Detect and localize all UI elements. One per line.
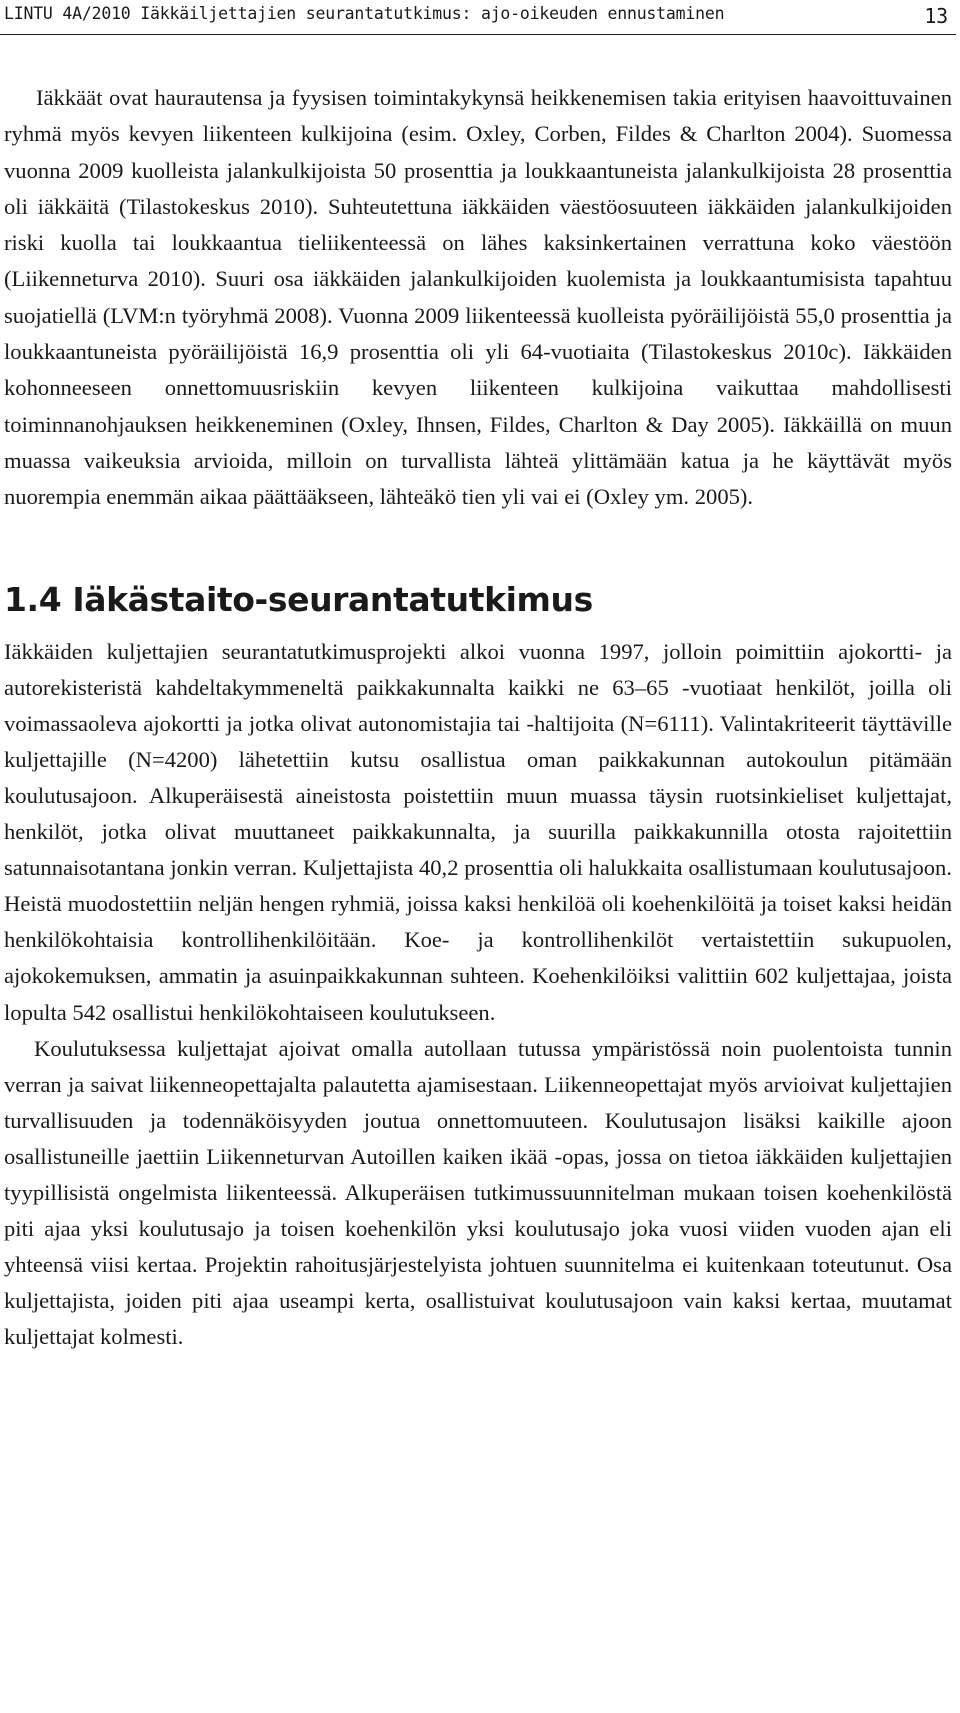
intro-paragraph: Iäkkäät ovat haurautensa ja fyysisen toimintakykynsä heikkenemisen takia erityisen haavoittuvainen ryhmä myös kevyen liikenteen kulkijoina (esim. Oxley, Corben, Fildes & Charlton 2004). Suomessa vuonna 2009 kuolleista jalankulkijoista 50 prosenttia ja loukkaantuneista jalankulkijoista 28 prosenttia oli iäkkäitä (Tilastokeskus 2010). Suhteutettuna iäkkäiden väestöosuuteen iäkkäiden jalankulkijoiden riski kuolla tai loukkaantua tieliikenteessä on lähes kaksinkertainen verrattuna koko väestöön (Liikenneturva 2010). Suuri osa iäkkäiden jalankulkijoiden kuolemista ja loukkaantumisista tapahtuu suojatiellä (LVM:n työryhmä 2008). Vuonna 2009 liikenteessä kuolleista pyöräilijöistä 55,0 prosenttia ja loukkaantuneista pyöräilijöistä 16,9 prosenttia oli yli 64-vuotiaita (Tilastokeskus 2010c). Iäkkäiden kohonneeseen onnettomuusriskiin kevyen liikenteen kulkijoina vaikuttaa mahdollisesti toiminnanohjauksen heikkeneminen (Oxley, Ihnsen, Fildes, Charlton & Day 2005). Iäkkäillä on muun muassa vaikeuksia arvioida, milloin on turvallista lähteä ylittämään katua ja he käyttävät myös nuorempia enemmän aikaa päättääkseen, lähteäkö tien yli vai ei (Oxley ym. 2005). <box>4 85 952 510</box>
section-paragraph-2: Koulutuksessa kuljettajat ajoivat omalla autollaan tutussa ympäristössä noin puolentoista tunnin verran ja saivat liikenneopettajalta palautetta ajamisestaan. Liikenneopettajat myös arvioivat kuljettajien turvallisuuden ja todennäköisyyden joutua onnettomuuteen. Koulutusajon lisäksi kaikille ajoon osallistuneille jaettiin Liikenneturvan Autoillen kaiken ikää -opas, jossa on tietoa iäkkäiden kuljettajien tyypillisistä ongelmista liikenteessä. Alkuperäisen tutkimussuunnitelman mukaan toisen koehenkilöstä piti ajaa yksi koulutusajo ja toisen koehenkilön yksi koulutusajo joka vuosi viiden vuoden ajan eli yhteensä viisi kertaa. Projektin rahoitusjärjestelyista johtuen suunnitelma ei kuitenkaan toteutunut. Osa kuljettajista, joiden piti ajaa useampi kerta, osallistuivat koulutusajoon vain kaksi kertaa, muutamat kuljettajat kolmesti. <box>4 1035 952 1350</box>
running-header <box>0 0 956 35</box>
section-heading: 1.4 Iäkästaito-seurantatutkimus <box>4 579 593 619</box>
section-paragraph-1: Iäkkäiden kuljettajien seurantatutkimusprojekti alkoi vuonna 1997, jolloin poimittiin ajokortti- ja autorekisteristä kahdeltakymmeneltä paikkakunnalta kaikki ne 63–65 -vuotiaat henkilöt, joilla oli voimassaoleva ajokortti ja jotka olivat autonomistajia tai -haltijoita (N=6111). Valintakriteerit täyttäville kuljettajille (N=4200) lähetettiin kutsu osallistua oman paikkakunnan autokoulun pitämään koulutusajoon. Alkuperäisestä aineistosta poistettiin muun muassa täysin ruotsinkieliset kuljettajat, henkilöt, jotka olivat muuttaneet paikkakunnalta, ja suurilla paikkakunnilla otosta rajoitettiin satunnaisotantana jonkin verran. Kuljettajista 40,2 prosenttia oli halukkaita osallistumaan koulutusajoon. Heistä muodostettiin neljän hengen ryhmiä, joissa kaksi henkilöä oli koehenkilöitä ja toiset kaksi heidän henkilökohtaisia kontrollihenkilöitään. Koe- ja kontrollihenkilöt vertaistettiin sukupuolen, ajokokemuksen, ammatin ja asuinpaikkakunnan suhteen. Koehenkilöiksi valittiin 602 kuljettajaa, joista lopulta 542 osallistui henkilökohtaiseen koulutukseen. <box>4 638 952 1025</box>
page-body <box>4 80 952 1355</box>
page-number: 13 <box>924 4 948 28</box>
publication-title: LINTU 4A/2010 Iäkkäiljettajien seurantatutkimus: ajo-oikeuden ennustaminen <box>4 4 725 23</box>
